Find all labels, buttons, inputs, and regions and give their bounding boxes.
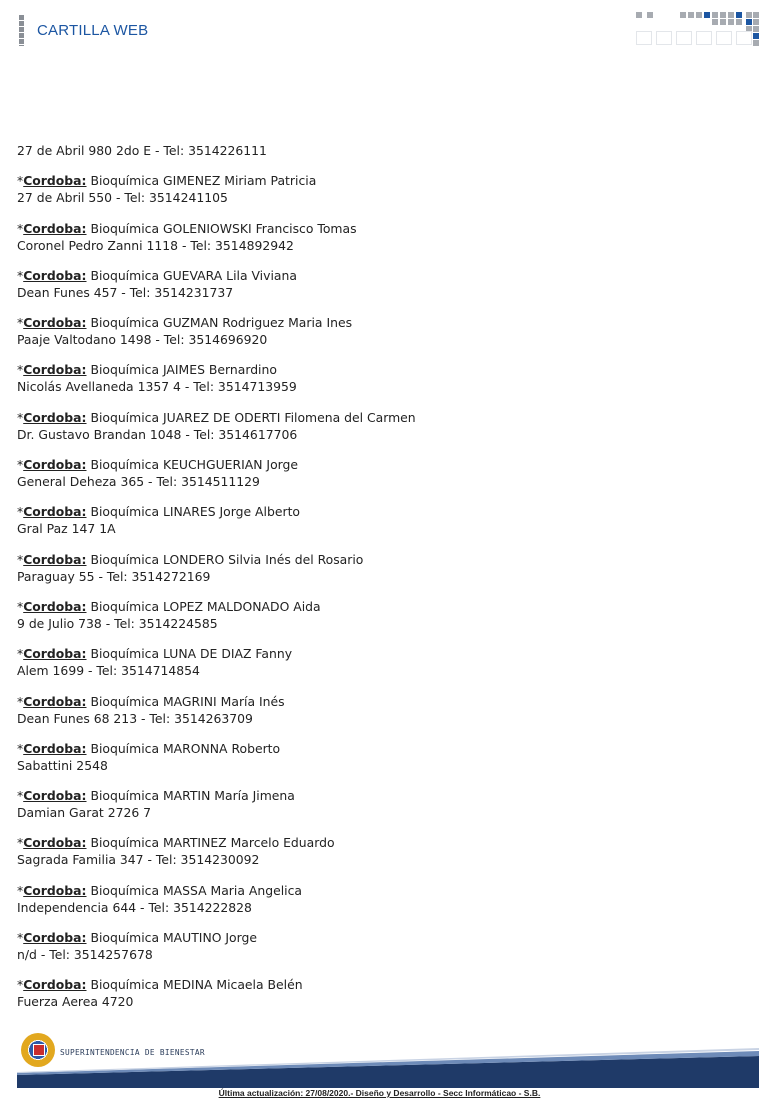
entry-heading bbox=[17, 314, 737, 331]
entry-prefix: * bbox=[17, 693, 24, 709]
entry-address: Fuerza Aerea 4720 bbox=[17, 994, 134, 1010]
directory-entry bbox=[17, 172, 737, 206]
entry-heading bbox=[17, 882, 737, 899]
entry-provider-name: Bioquímica MAUTINO Jorge bbox=[86, 930, 257, 946]
entry-prefix: * bbox=[17, 598, 24, 614]
entry-address: Coronel Pedro Zanni 1118 - Tel: 3514892942 bbox=[17, 237, 294, 253]
directory-entry bbox=[17, 551, 737, 585]
directory-entry bbox=[17, 929, 737, 963]
entry-address: 27 de Abril 550 - Tel: 3514241105 bbox=[17, 190, 228, 206]
entry-prefix: * bbox=[17, 457, 24, 473]
entry-city: Cordoba: bbox=[23, 409, 87, 425]
entry-city: Cordoba: bbox=[23, 835, 87, 851]
entry-address: Alem 1699 - Tel: 3514714854 bbox=[17, 663, 200, 679]
entry-city: Cordoba: bbox=[23, 598, 87, 614]
entry-provider-name: Bioquímica GIMENEZ Miriam Patricia bbox=[86, 173, 317, 189]
pixel-decoration-icon bbox=[636, 12, 759, 48]
page-title: CARTILLA WEB bbox=[37, 22, 149, 39]
entry-prefix: * bbox=[17, 315, 24, 331]
entry-heading bbox=[17, 551, 737, 568]
entry-prefix: * bbox=[17, 646, 24, 662]
directory-entry bbox=[17, 740, 737, 774]
entry-provider-name: Bioquímica LINARES Jorge Alberto bbox=[86, 504, 301, 520]
entry-prefix: * bbox=[17, 362, 24, 378]
entry-heading bbox=[17, 693, 737, 710]
entry-provider-name: Bioquímica MASSA Maria Angelica bbox=[86, 882, 302, 898]
entry-heading bbox=[17, 172, 737, 189]
entry-address: Nicolás Avellaneda 1357 4 - Tel: 3514713959 bbox=[17, 379, 297, 395]
directory-entry bbox=[17, 267, 737, 301]
entry-address: Dean Funes 68 213 - Tel: 3514263709 bbox=[17, 710, 253, 726]
entry-city: Cordoba: bbox=[23, 646, 87, 662]
entry-heading bbox=[17, 267, 737, 284]
directory-entry bbox=[17, 693, 737, 727]
entry-city: Cordoba: bbox=[23, 315, 87, 331]
entry-address: Paaje Valtodano 1498 - Tel: 3514696920 bbox=[17, 332, 268, 348]
entry-provider-name: Bioquímica MAGRINI María Inés bbox=[86, 693, 285, 709]
entry-city: Cordoba: bbox=[23, 173, 87, 189]
entry-city: Cordoba: bbox=[23, 693, 87, 709]
directory-entry bbox=[17, 598, 737, 632]
directory-entry bbox=[17, 220, 737, 254]
entry-heading bbox=[17, 456, 737, 473]
entry-city: Cordoba: bbox=[23, 930, 87, 946]
entry-provider-name: Bioquímica GUZMAN Rodriguez Maria Ines bbox=[86, 315, 353, 331]
entry-prefix: * bbox=[17, 882, 24, 898]
last-update-note: Última actualización: 27/08/2020.- Diseño y Desarrollo - Secc Informáticao - S.B. bbox=[218, 1088, 541, 1098]
entry-city: Cordoba: bbox=[23, 220, 87, 236]
entry-city: Cordoba: bbox=[23, 504, 87, 520]
entry-heading bbox=[17, 976, 737, 993]
directory-entry bbox=[17, 503, 737, 537]
entry-provider-name: Bioquímica GUEVARA Lila Viviana bbox=[86, 267, 297, 283]
directory-entry bbox=[17, 361, 737, 395]
entry-address: Paraguay 55 - Tel: 3514272169 bbox=[17, 568, 211, 584]
entry-city: Cordoba: bbox=[23, 551, 87, 567]
entry-city: Cordoba: bbox=[23, 267, 87, 283]
intro-address: 27 de Abril 980 2do E - Tel: 3514226111 bbox=[17, 143, 267, 158]
entry-heading bbox=[17, 503, 737, 520]
entry-city: Cordoba: bbox=[23, 882, 87, 898]
entry-provider-name: Bioquímica KEUCHGUERIAN Jorge bbox=[86, 457, 299, 473]
entry-address: Dr. Gustavo Brandan 1048 - Tel: 3514617706 bbox=[17, 426, 298, 442]
directory-entry bbox=[17, 882, 737, 916]
entry-prefix: * bbox=[17, 977, 24, 993]
entry-provider-name: Bioquímica JAIMES Bernardino bbox=[86, 362, 277, 378]
entry-address: Dean Funes 457 - Tel: 3514231737 bbox=[17, 284, 234, 300]
entry-provider-name: Bioquímica MARONNA Roberto bbox=[86, 740, 281, 756]
directory-list bbox=[17, 142, 737, 1024]
entry-city: Cordoba: bbox=[23, 977, 87, 993]
entry-prefix: * bbox=[17, 788, 24, 804]
entry-prefix: * bbox=[17, 220, 24, 236]
entry-prefix: * bbox=[17, 551, 24, 567]
organization-name: SUPERINTENDENCIA DE BIENESTAR bbox=[60, 1048, 205, 1057]
entry-address: Sagrada Familia 347 - Tel: 3514230092 bbox=[17, 852, 260, 868]
entry-provider-name: Bioquímica GOLENIOWSKI Francisco Tomas bbox=[86, 220, 357, 236]
entry-prefix: * bbox=[17, 930, 24, 946]
entry-heading bbox=[17, 361, 737, 378]
entry-provider-name: Bioquímica MARTIN María Jimena bbox=[86, 788, 295, 804]
entry-heading bbox=[17, 598, 737, 615]
entry-address: Independencia 644 - Tel: 3514222828 bbox=[17, 899, 252, 915]
entry-city: Cordoba: bbox=[23, 740, 87, 756]
entry-heading bbox=[17, 409, 737, 426]
page-footer bbox=[0, 1030, 759, 1101]
entry-prefix: * bbox=[17, 267, 24, 283]
entry-city: Cordoba: bbox=[23, 362, 87, 378]
entry-provider-name: Bioquímica MEDINA Micaela Belén bbox=[86, 977, 303, 993]
directory-entry bbox=[17, 834, 737, 868]
entry-prefix: * bbox=[17, 504, 24, 520]
entry-address: Sabattini 2548 bbox=[17, 757, 108, 773]
entry-address: General Deheza 365 - Tel: 3514511129 bbox=[17, 474, 260, 490]
institution-seal-icon bbox=[21, 1033, 55, 1067]
entry-prefix: * bbox=[17, 740, 24, 756]
entry-city: Cordoba: bbox=[23, 457, 87, 473]
directory-entry bbox=[17, 456, 737, 490]
intro-entry bbox=[17, 142, 737, 159]
entry-provider-name: Bioquímica MARTINEZ Marcelo Eduardo bbox=[86, 835, 335, 851]
entry-prefix: * bbox=[17, 173, 24, 189]
entry-prefix: * bbox=[17, 835, 24, 851]
header-bar-icon bbox=[19, 15, 24, 46]
directory-entry bbox=[17, 976, 737, 1010]
entry-address: 9 de Julio 738 - Tel: 3514224585 bbox=[17, 615, 218, 631]
entry-provider-name: Bioquímica LOPEZ MALDONADO Aida bbox=[86, 598, 321, 614]
entry-provider-name: Bioquímica JUAREZ DE ODERTI Filomena del Carmen bbox=[86, 409, 416, 425]
entry-heading bbox=[17, 929, 737, 946]
entry-city: Cordoba: bbox=[23, 788, 87, 804]
directory-entry bbox=[17, 314, 737, 348]
entry-provider-name: Bioquímica LUNA DE DIAZ Fanny bbox=[86, 646, 293, 662]
directory-entry bbox=[17, 645, 737, 679]
entry-heading bbox=[17, 787, 737, 804]
entry-heading bbox=[17, 645, 737, 662]
entry-heading bbox=[17, 740, 737, 757]
page-header bbox=[0, 0, 759, 60]
entry-prefix: * bbox=[17, 409, 24, 425]
directory-entry bbox=[17, 409, 737, 443]
entry-heading bbox=[17, 834, 737, 851]
entry-provider-name: Bioquímica LONDERO Silvia Inés del Rosario bbox=[86, 551, 364, 567]
entry-address: n/d - Tel: 3514257678 bbox=[17, 947, 153, 963]
directory-entry bbox=[17, 787, 737, 821]
entry-address: Damian Garat 2726 7 bbox=[17, 805, 152, 821]
entry-heading bbox=[17, 220, 737, 237]
entry-address: Gral Paz 147 1A bbox=[17, 521, 116, 537]
